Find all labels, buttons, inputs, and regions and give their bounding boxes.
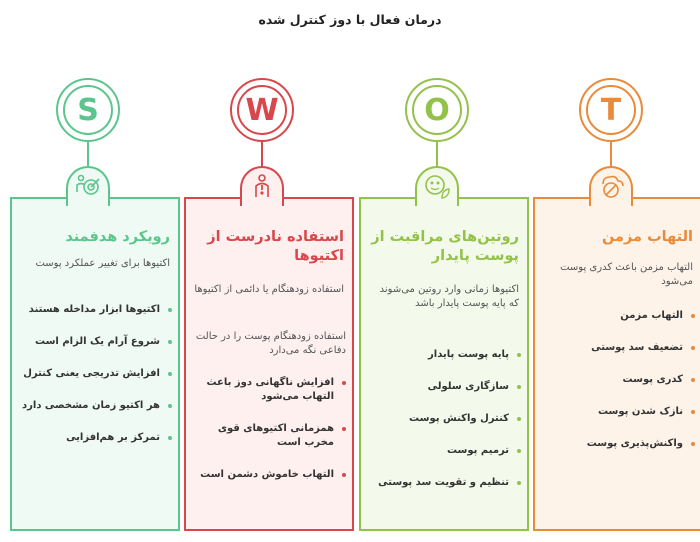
list-item: ترمیم پوست (367, 444, 521, 458)
card-description: استفاده زودهنگام یا دائمی از اکتیوها (194, 284, 344, 295)
list-item: واکنش‌پذیری پوست (541, 437, 695, 451)
list-item: همزمانی اکتیوهای قوی مخرب است (192, 422, 346, 450)
page-title: درمان فعال با دوز کنترل شده (258, 12, 442, 27)
card-tab (589, 166, 633, 206)
card-description: اکتیوها زمانی وارد روتین می‌شوند که پایه پوست پایدار باشد (379, 284, 519, 309)
item-list (18, 303, 172, 463)
list-item: التهاب مزمن (541, 309, 695, 323)
card-description: اکتیوها برای تغییر عملکرد پوست (35, 258, 170, 269)
swot-column-w (184, 0, 354, 542)
list-item: پایه پوست پایدار (367, 348, 521, 362)
cloud-forbidden-icon (597, 172, 625, 200)
list-item: نازک شدن پوست (541, 405, 695, 419)
card-title: التهاب مزمن (602, 229, 693, 245)
list-item: افزایش تدریجی یعنی کنترل (18, 367, 172, 381)
list-item: تنظیم و تقویت سد پوستی (367, 476, 521, 490)
letter-w: W (237, 85, 287, 135)
card-tab (415, 166, 459, 206)
item-list (367, 348, 521, 508)
card-title: رویکرد هدفمند (65, 229, 170, 245)
swot-column-s (10, 0, 180, 542)
letter-circle (405, 78, 469, 142)
card-description: التهاب مزمن باعث کدری پوست می‌شود (560, 262, 693, 287)
letter-circle (579, 78, 643, 142)
card-title: استفاده نادرست از اکتیوها (207, 229, 344, 264)
letter-o: O (412, 85, 462, 135)
letter-s: S (63, 85, 113, 135)
item-list (192, 330, 346, 500)
card-tab (240, 166, 284, 206)
list-item: کنترل واکنش پوست (367, 412, 521, 426)
item-list (541, 309, 695, 469)
list-item: استفاده زودهنگام پوست را در حالت دفاعی نگه می‌دارد (195, 331, 346, 356)
person-warning-icon (248, 172, 276, 200)
face-leaf-icon (423, 172, 451, 200)
letter-t: T (586, 85, 636, 135)
target-person-icon (74, 172, 102, 200)
list-item: تمرکز بر هم‌افزایی (18, 431, 172, 445)
swot-column-t (533, 0, 700, 542)
list-item: سازگاری سلولی (367, 380, 521, 394)
list-item: کدری پوست (541, 373, 695, 387)
letter-circle (56, 78, 120, 142)
list-item: تضعیف سد پوستی (541, 341, 695, 355)
card-title: روتین‌های مراقبت از پوست پایدار (371, 229, 519, 264)
list-item: اکتیوها ابزار مداخله هستند (18, 303, 172, 317)
list-item: هر اکتیو زمان مشخصی دارد (18, 399, 172, 413)
list-item: التهاب خاموش دشمن است (192, 468, 346, 482)
list-item: شروع آرام یک الزام است (18, 335, 172, 349)
swot-column-o (359, 0, 529, 542)
letter-circle (230, 78, 294, 142)
card-tab (66, 166, 110, 206)
list-item: افزایش ناگهانی دوز باعث التهاب می‌شود (192, 376, 346, 404)
